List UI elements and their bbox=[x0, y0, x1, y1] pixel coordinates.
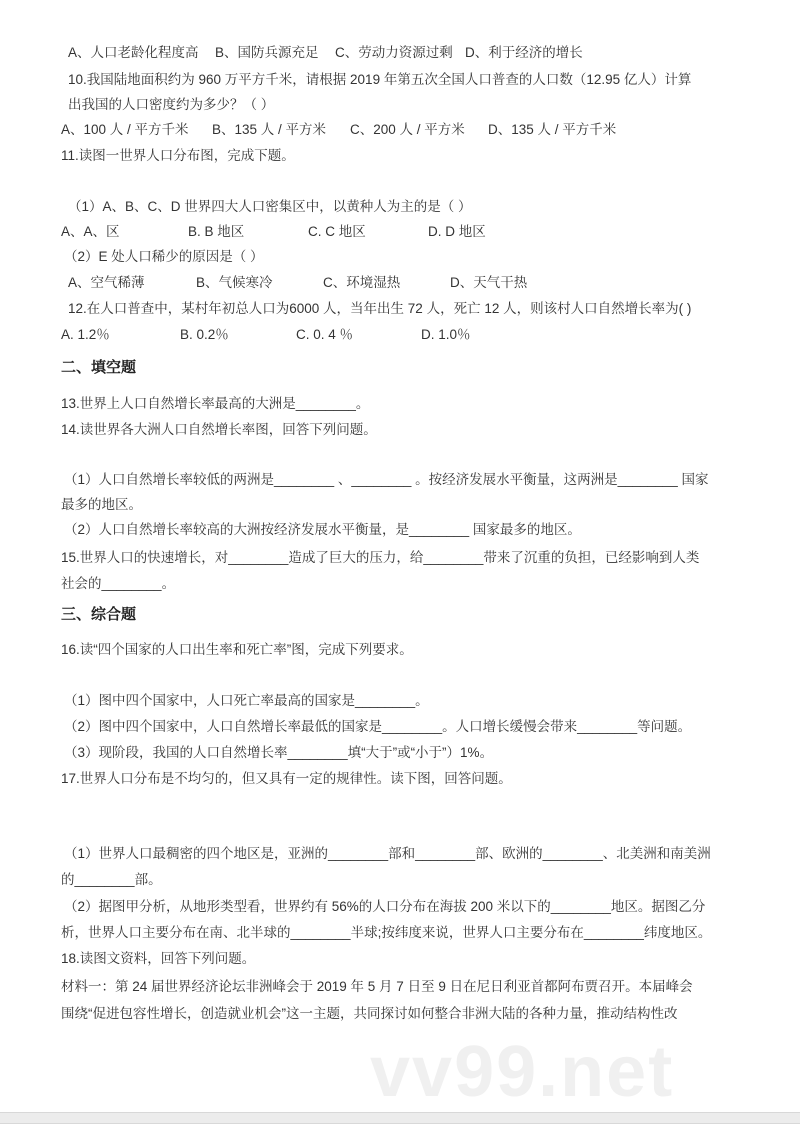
q12-option-c: C. 0. 4 ％ bbox=[296, 327, 354, 342]
q16-sub3: （3）现阶段，我国的人口自然增长率________填“大于”或“小于”）1%。 bbox=[64, 745, 494, 760]
q9-option-b: B、国防兵源充足 bbox=[215, 45, 319, 60]
q11-stem: 11.读图一世界人口分布图，完成下题。 bbox=[61, 148, 295, 163]
section-heading-comprehensive: 三、综合题 bbox=[61, 606, 137, 623]
q11-sub2-option-b: B、气候寒冷 bbox=[196, 275, 273, 290]
q10-option-d: D、135 人 / 平方千米 bbox=[488, 122, 617, 137]
q12-option-b: B. 0.2％ bbox=[180, 327, 229, 342]
q12-option-a: A. 1.2％ bbox=[61, 327, 110, 342]
q10-option-c: C、200 人 / 平方米 bbox=[350, 122, 465, 137]
q15-line2: 社会的________。 bbox=[61, 576, 176, 591]
q12-option-d: D. 1.0％ bbox=[421, 327, 471, 342]
q11-sub2: （2）E 处人口稀少的原因是（ ） bbox=[64, 249, 264, 264]
q17-sub2-line1: （2）据图甲分析，从地形类型看，世界约有 56%的人口分布在海拔 200 米以下的________地区。据图乙分 bbox=[64, 899, 706, 914]
q10-stem-line1: 10.我国陆地面积约为 960 万平方千米，请根据 2019 年第五次全国人口普查的人口数（12.95 亿人）计算 bbox=[68, 72, 692, 87]
q18-material1-line1: 材料一：第 24 届世界经济论坛非洲峰会于 2019 年 5 月 7 日至 9 日在尼日利亚首都阿布贾召开。本届峰会 bbox=[61, 979, 693, 994]
q16-stem: 16.读“四个国家的人口出生率和死亡率”图，完成下列要求。 bbox=[61, 642, 413, 657]
q18-stem: 18.读图文资料，回答下列问题。 bbox=[61, 951, 256, 966]
q17-sub2-line2: 析，世界人口主要分布在南、北半球的________半球;按纬度来说，世界人口主要分布在________纬度地区。 bbox=[61, 925, 712, 940]
q9-option-d: D、利于经济的增长 bbox=[465, 45, 583, 60]
q15-line1: 15.世界人口的快速增长，对________造成了巨大的压力，给________带来了沉重的负担，已经影响到人类 bbox=[61, 550, 700, 565]
q18-material1-line2: 围绕“促进包容性增长，创造就业机会”这一主题，共同探讨如何整合非洲大陆的各种力量，推动结构性改 bbox=[61, 1006, 678, 1021]
q10-option-a: A、100 人 / 平方千米 bbox=[61, 122, 189, 137]
q17-sub1-line2: 的________部。 bbox=[61, 872, 162, 887]
q10-stem-line2: 出我国的人口密度约为多少？（ ） bbox=[68, 97, 275, 112]
q17-stem: 17.世界人口分布是不均匀的，但又具有一定的规律性。读下图，回答问题。 bbox=[61, 771, 512, 786]
q17-sub1-line1: （1）世界人口最稠密的四个地区是，亚洲的________部和________部、欧洲的________、北美洲和南美洲 bbox=[64, 846, 711, 861]
q11-sub1-option-d: D. D 地区 bbox=[428, 224, 486, 239]
q11-sub2-option-a: A、空气稀薄 bbox=[68, 275, 145, 290]
watermark: vv99.net bbox=[370, 1032, 675, 1112]
q11-sub2-option-d: D、天气干热 bbox=[450, 275, 528, 290]
q16-sub2: （2）图中四个国家中，人口自然增长率最低的国家是________。人口增长缓慢会带来________等问题。 bbox=[64, 719, 692, 734]
q9-option-c: C、劳动力资源过剩 bbox=[335, 45, 453, 60]
q10-option-b: B、135 人 / 平方米 bbox=[212, 122, 327, 137]
q14-stem: 14.读世界各大洲人口自然增长率图，回答下列问题。 bbox=[61, 422, 377, 437]
q11-sub1-option-a: A、A、区 bbox=[61, 224, 120, 239]
q16-sub1: （1）图中四个国家中，人口死亡率最高的国家是________。 bbox=[64, 693, 429, 708]
q11-sub1-option-b: B. B 地区 bbox=[188, 224, 245, 239]
section-heading-fill-in: 二、填空题 bbox=[61, 359, 137, 376]
q11-sub2-option-c: C、环境湿热 bbox=[323, 275, 401, 290]
q9-option-a: A、人口老龄化程度高 bbox=[68, 45, 199, 60]
page-separator bbox=[0, 1112, 800, 1124]
q11-sub1: （1）A、B、C、D 世界四大人口密集区中，以黄种人为主的是（ ） bbox=[68, 199, 472, 214]
q14-sub1-line2: 最多的地区。 bbox=[61, 497, 142, 512]
q14-sub2: （2）人口自然增长率较高的大洲按经济发展水平衡量，是________ 国家最多的地区。 bbox=[64, 522, 581, 537]
q11-sub1-option-c: C. C 地区 bbox=[308, 224, 366, 239]
q14-sub1-line1: （1）人口自然增长率较低的两洲是________ 、________ 。按经济发展水平衡量，这两洲是________ 国家 bbox=[64, 472, 709, 487]
q13: 13.世界上人口自然增长率最高的大洲是________。 bbox=[61, 396, 370, 411]
q12-stem: 12.在人口普查中，某村年初总人口为6000 人，当年出生 72 人，死亡 12 人，则该村人口自然增长率为( ) bbox=[68, 301, 692, 316]
